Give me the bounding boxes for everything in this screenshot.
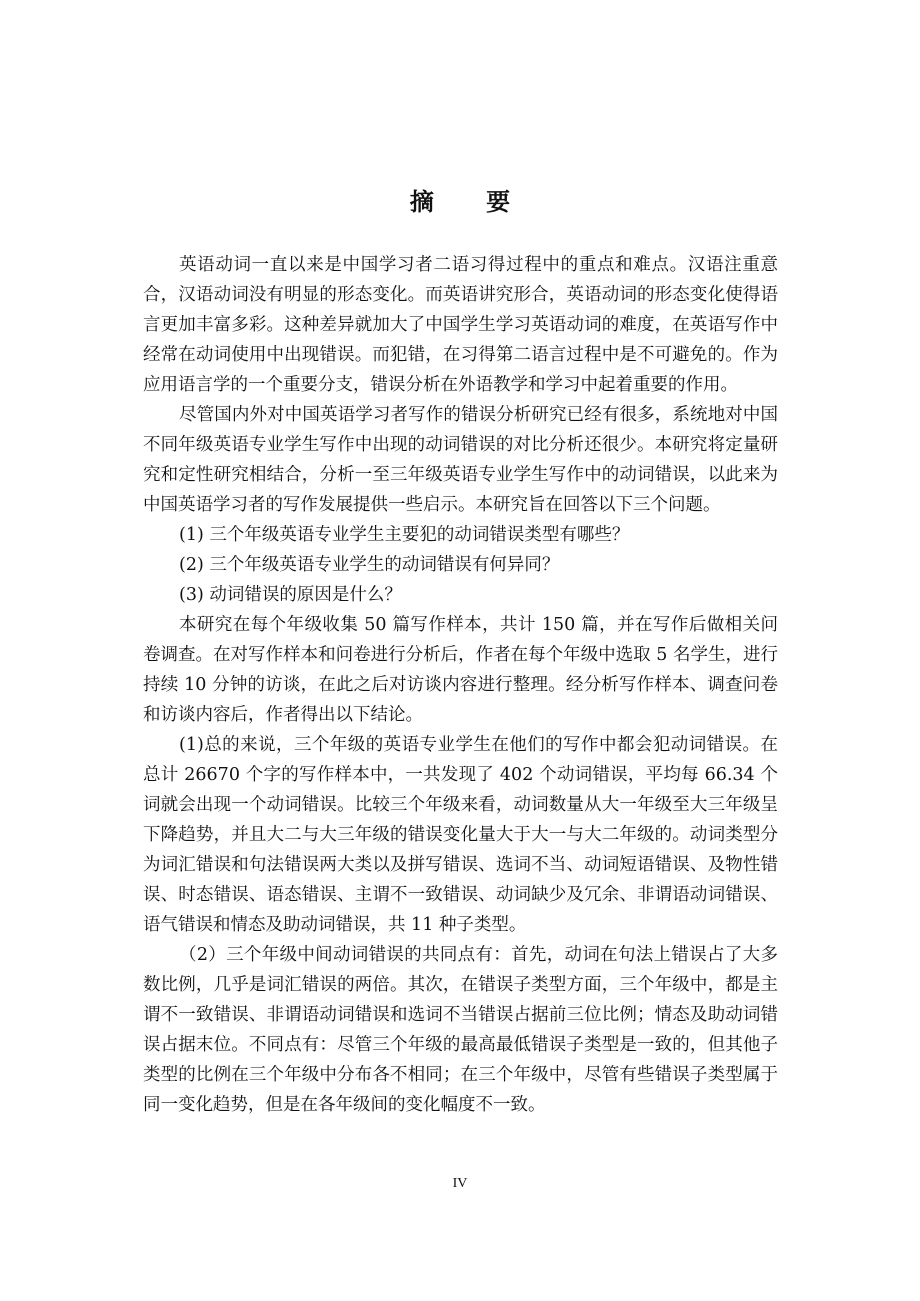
- paragraph-conclusion-1: (1)总的来说，三个年级的英语专业学生在他们的写作中都会犯动词错误。在总计 26670 个字的写作样本中，一共发现了 402 个动词错误，平均每 66.34 个词就会出现一个动词错误。比较三个年级来看，动词数量从大一年级至大三年级呈下降趋势，并且大二与大三年级的错误变化量大于大一与大二年级的。动词类型分为词汇错误和句法错误两大类以及拼写错误、选词不当、动词短语错误、及物性错误、时态错误、语态错误、主谓不一致错误、动词缺少及冗余、非谓语动词错误、语气错误和情态及助动词错误，共 11 种子类型。: [143, 735, 778, 935]
- research-question-1: (1) 三个年级英语专业学生主要犯的动词错误类型有哪些？: [179, 525, 630, 545]
- paragraph-research-aim: 尽管国内外对中国英语学习者写作的错误分析研究已经有很多，系统地对中国不同年级英语专业学生写作中出现的动词错误的对比分析还很少。本研究将定量研究和定性研究相结合，分析一至三年级英语专业学生写作中的动词错误，以此来为中国英语学习者的写作发展提供一些启示。本研究旨在回答以下三个问题。: [143, 405, 778, 515]
- paragraph-conclusion-2: （2）三个年级中间动词错误的共同点有：首先，动词在句法上错误占了大多数比例，几乎是词汇错误的两倍。其次，在错误子类型方面，三个年级中，都是主谓不一致错误、非谓语动词错误和选词不当错误占据前三位比例；情态及助动词错误占据末位。不同点有：尽管三个年级的最高最低错误子类型是一致的，但其他子类型的比例在三个年级中分布各不相同；在三个年级中，尽管有些错误子类型属于同一变化趋势，但是在各年级间的变化幅度不一致。: [143, 945, 778, 1115]
- paragraph-method: 本研究在每个年级收集 50 篇写作样本，共计 150 篇，并在写作后做相关问卷调查。在对写作样本和问卷进行分析后，作者在每个年级中选取 5 名学生，进行持续 10 分钟的访谈，在此之后对访谈内容进行整理。经分析写作样本、调查问卷和访谈内容后，作者得出以下结论。: [143, 615, 778, 725]
- research-question-2: (2) 三个年级英语专业学生的动词错误有何异同？: [179, 555, 560, 575]
- paragraph-intro: 英语动词一直以来是中国学习者二语习得过程中的重点和难点。汉语注重意合，汉语动词没有明显的形态变化。而英语讲究形合，英语动词的形态变化使得语言更加丰富多彩。这种差异就加大了中国学生学习英语动词的难度，在英语写作中经常在动词使用中出现错误。而犯错，在习得第二语言过程中是不可避免的。作为应用语言学的一个重要分支，错误分析在外语教学和学习中起着重要的作用。: [143, 255, 778, 395]
- abstract-body: [143, 250, 778, 1120]
- page-number: IV: [452, 1176, 468, 1191]
- research-question-3: (3) 动词错误的原因是什么？: [179, 585, 402, 605]
- abstract-title: 摘 要: [409, 188, 533, 216]
